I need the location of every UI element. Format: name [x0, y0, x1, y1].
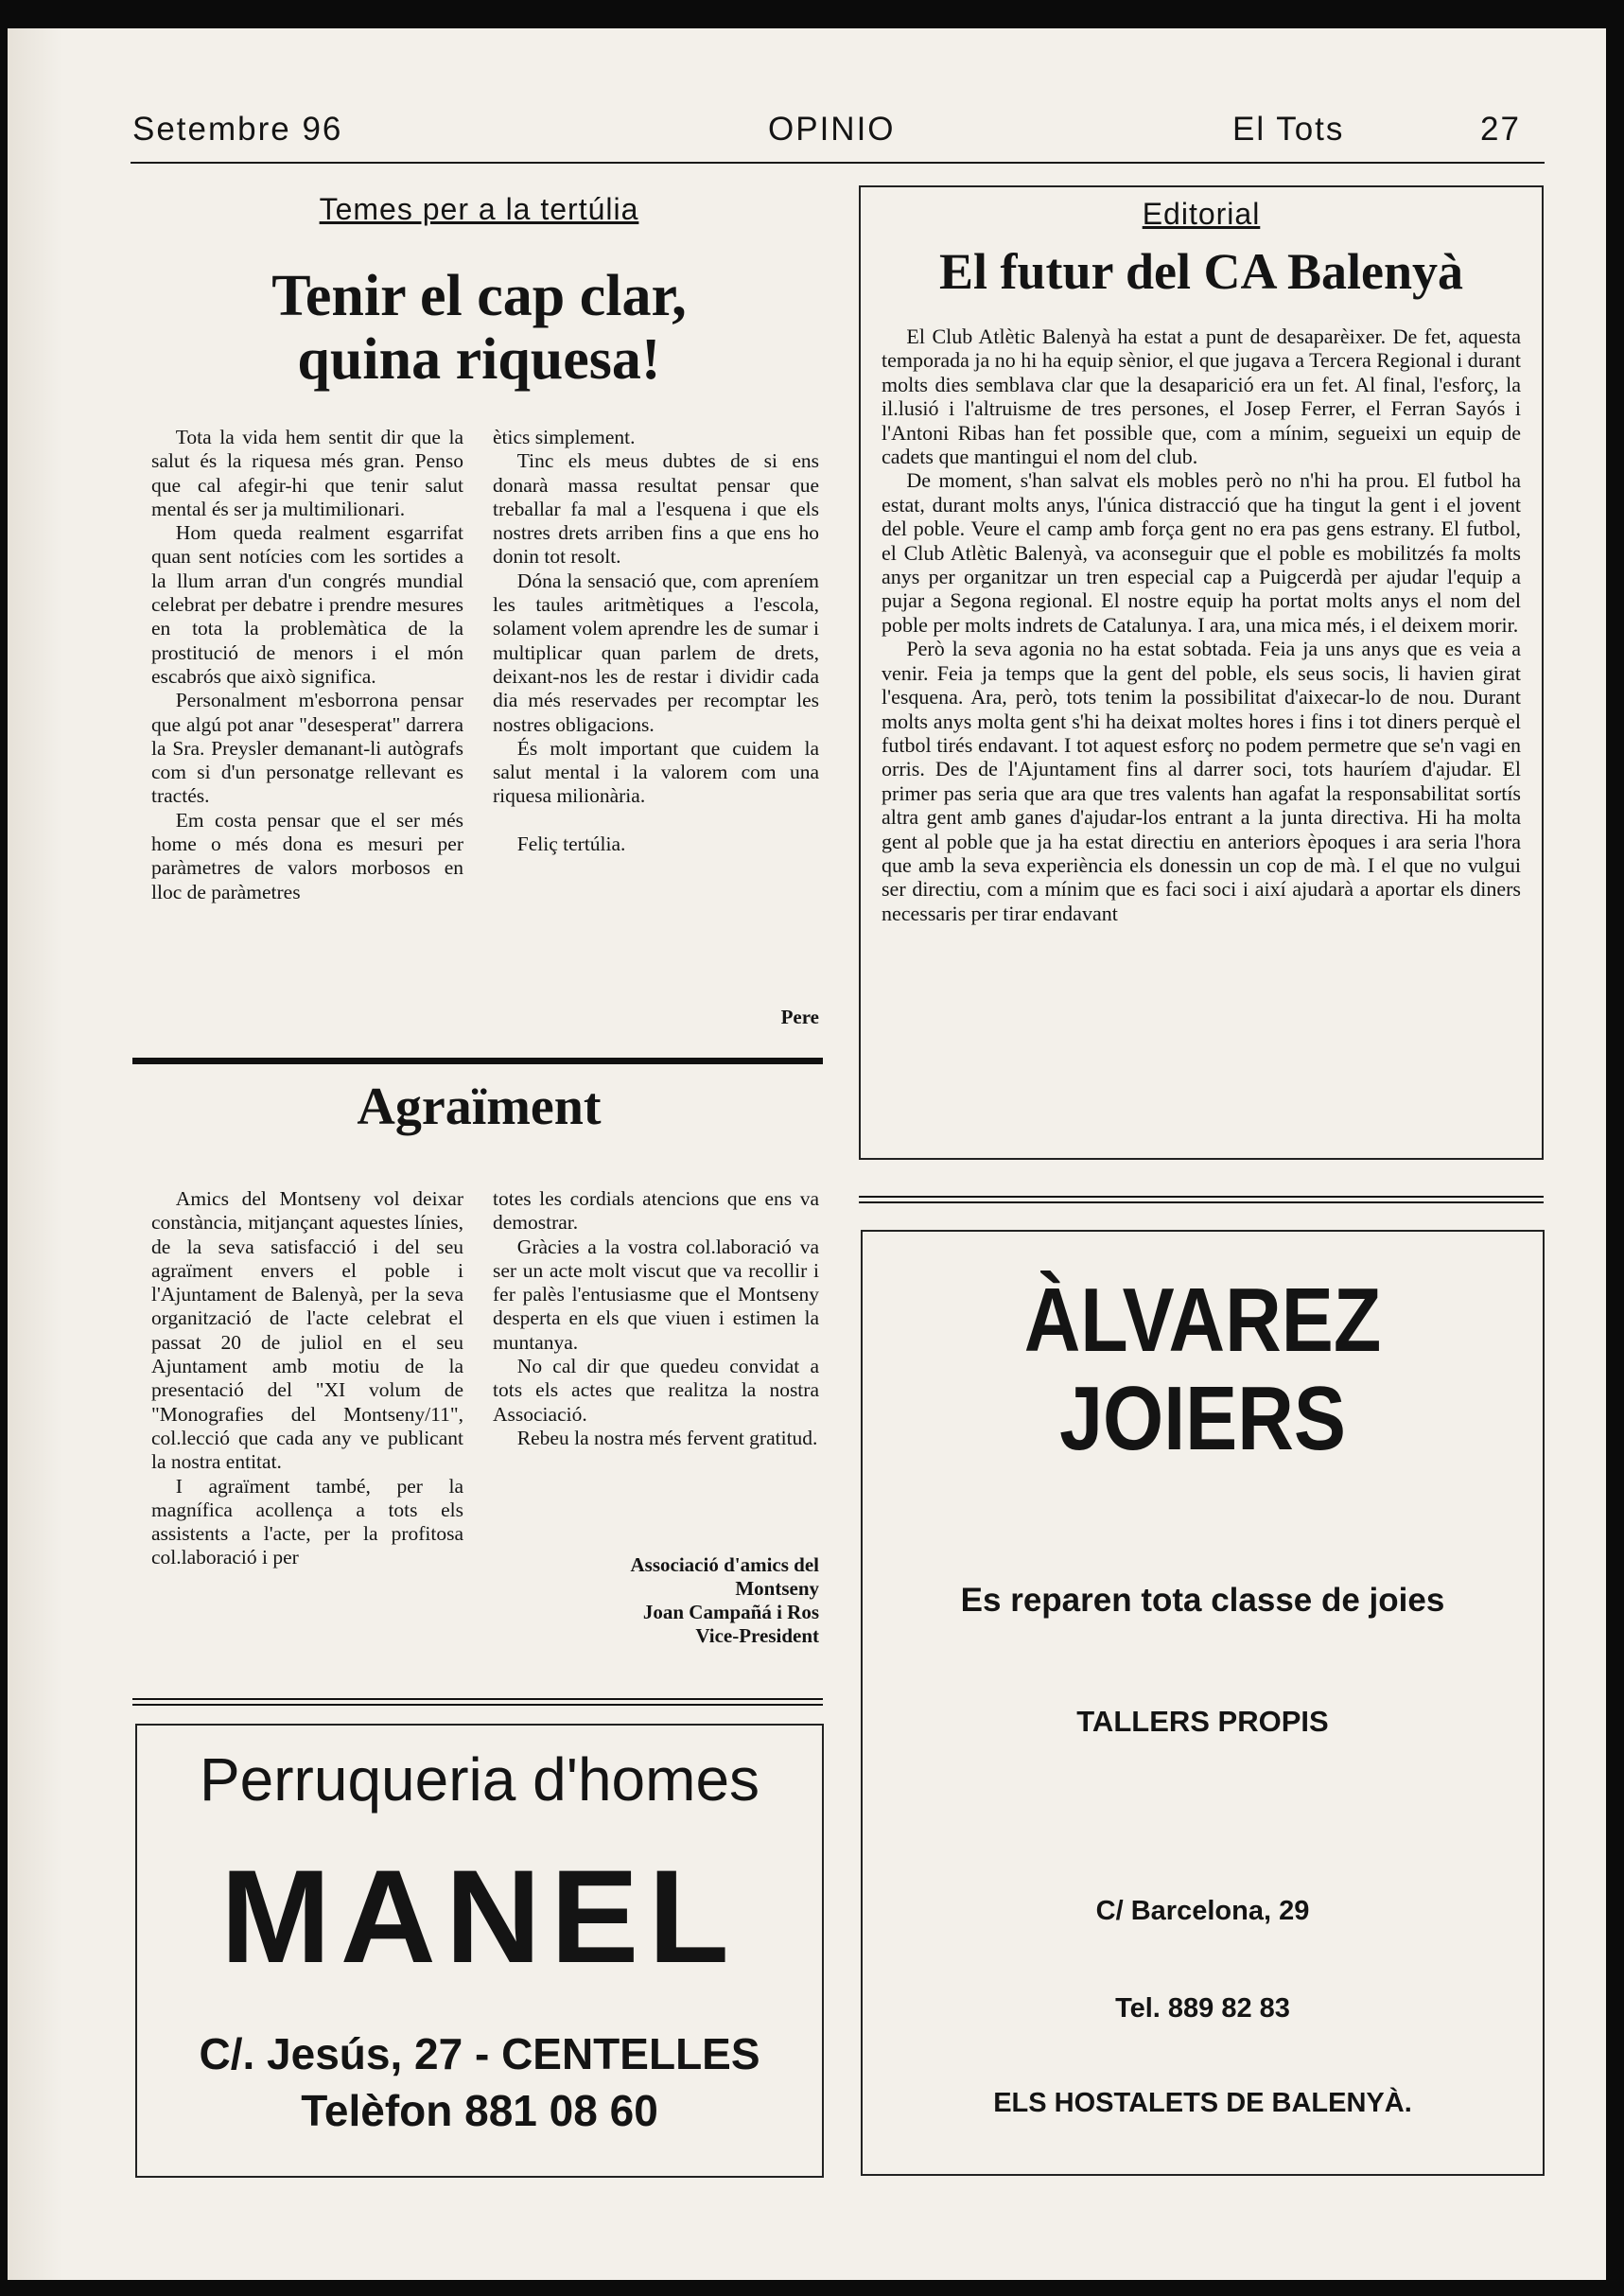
ad-address: C/ Barcelona, 29 — [1095, 1896, 1310, 1926]
header-rule — [131, 162, 1545, 164]
paragraph: Rebeu la nostra més fervent gratitud. — [516, 1426, 818, 1449]
jeweler-name-line-2: JOIERS — [1059, 1367, 1346, 1469]
paragraph: ètics simplement. — [493, 426, 636, 448]
header-section: OPINIO — [768, 111, 896, 148]
editorial-body — [882, 324, 1521, 925]
paragraph: Tota la vida hem sentit dir que la salut és la riquesa més gran. Penso que cal afegir-hi que tenir salut mental és ser ja multimilionari. — [151, 426, 463, 520]
paragraph: Amics del Montseny vol deixar constància, mitjançant aquestes línies, de la seva satisfacció i del seu agraïment envers el poble i l'Ajuntament de Balenyà, per la seva organització de l'acte celebrat el passat 20 de juliol en el seu Ajuntament amb motiu de la presentació del "XI volum de "Monografies del Montseny/11", col.lecció que cada any ve publicant la nostra entitat. — [151, 1187, 463, 1474]
jeweler-name-line-1: ÀLVAREZ — [1023, 1270, 1382, 1371]
ad-business-type: Perruqueria d'homes — [199, 1745, 760, 1814]
ad-divider-right — [859, 1196, 1544, 1203]
article-column-1 — [151, 426, 463, 904]
agraiment-column-1 — [151, 1187, 463, 1570]
ad-perruqueria-manel — [135, 1724, 824, 2178]
paragraph: No cal dir que quedeu convidat a tots els actes que realitza la nostra Associació. — [493, 1355, 819, 1426]
paragraph: Personalment m'esborrona pensar que algú pot anar "desesperat" darrera la Sra. Preysler demanant-li autògrafs com si d'un personatge rellevant es tractés. — [151, 689, 463, 808]
paragraph: És molt important que cuidem la salut mental i la valorem com una riquesa milionària. — [493, 736, 819, 808]
paragraph: De moment, s'han salvat els mobles però no n'hi ha prou. El futbol ha estat, durant molts anys, l'única distracció que ha tingut la gent i el jovent del poble. Veure el camp amb força gent no era pas gens estrany. El futbol, el Club Atlètic Balenyà, va aconseguir que el poble es mobilitzés fa molts anys per organitzar un tren especial cap a Puigcerdà per ajudar l'equip a pujar a Segona regional. El nostre equip ha portat molts anys el nom del poble per molts indrets de Catalunya. I ara, una mica més, i el deixem morir. — [882, 468, 1521, 637]
editorial-box — [859, 185, 1544, 1160]
paragraph: Però la seva agonia no ha estat sobtada. Feia ja uns anys que es veia a venir. Feia ja temps que la gent del poble, els seus socis, li havien girat l'esquena. Ara, però, tots tenim la possibilitat d'aixecar-lo de nou. Durant molts anys molta gent s'hi ha deixat moltes hores i fins i tot diners perquè el futbol tirés endavant. I tot aquest esforç no podem permetre que se'n vagi en orris. Des de l'Ajuntament fins al darrer soci, tots hauríem d'ajudar. El primer pas seria que ara que tres valents han agafat la responsabilitat sortís altra gent amb ganes d'ajudar-los entrant a la junta directiva. Hi ha molta gent al poble que ja ha estat directiu en anteriors èpoques i ara seria l'hora que amb la seva experiència els donessin un cop de mà. I el que no vulgui ser directiu, com a mínim que es faci soci i així ajudarà a aportar els diners necessaris per tirar endavant — [882, 637, 1521, 925]
header-publication: El Tots — [1232, 111, 1345, 148]
agraiment-signature — [493, 1553, 819, 1648]
article-signature: Pere — [780, 1006, 819, 1028]
ad-phone: Tel. 889 82 83 — [1115, 1993, 1290, 2024]
ad-divider — [132, 1698, 823, 1706]
closing-line: Feliç tertúlia. — [516, 832, 626, 855]
ad-phone: Telèfon 881 08 60 — [301, 2086, 658, 2135]
ad-address: C/. Jesús, 27 - CENTELLES — [199, 2029, 760, 2078]
editorial-headline: El futur del CA Balenyà — [938, 243, 1464, 300]
paragraph: El Club Atlètic Balenyà ha estat a punt de desaparèixer. De fet, aquesta temporada ja no hi ha equip sènior, el que jugava a Tercera Regional i durant molts dies semblava clar que la desaparició era un fet. Al final, l'esforç, la il.lusió i l'altruisme de tres persones, el Josep Ferrer, el Ferran Sayós i l'Antoni Ribas han fet possible que, com a mínim, segueixi un equip de cadets que mantingui el nom del club. — [882, 324, 1521, 469]
ad-alvarez-joiers — [861, 1230, 1545, 2176]
editorial-kicker: Editorial — [1142, 197, 1261, 231]
signature-line: Montseny — [735, 1577, 819, 1600]
paragraph: Tinc els meus dubtes de si ens donarà massa resultat pensar que treballar fa mal a l'esquena i que els nostres drets arriben fins a que ens ho donin tot resolt. — [493, 449, 819, 569]
article-kicker: Temes per a la tertúlia — [319, 192, 639, 226]
article-headline — [132, 265, 826, 392]
ad-workshop: TALLERS PROPIS — [1076, 1705, 1329, 1738]
ad-town: ELS HOSTALETS DE BALENYÀ. — [993, 2088, 1412, 2118]
paragraph: totes les cordials atencions que ens va demostrar. — [493, 1187, 819, 1235]
section-divider — [132, 1058, 823, 1064]
paragraph: Gràcies a la vostra col.laboració va ser un acte molt viscut que va recollir i fer palès l'entusiasme que el Montseny desperta en els que viuen i estimen la muntanya. — [493, 1235, 819, 1354]
page-number: 27 — [1480, 111, 1521, 148]
agraiment-column-2 — [493, 1187, 819, 1450]
article-column-2 — [493, 426, 819, 856]
page-gutter — [8, 28, 62, 2280]
signature-line: Vice-President — [695, 1624, 819, 1647]
signature-line: Associació d'amics del — [630, 1553, 819, 1576]
ad-business-name: MANEL — [220, 1842, 739, 1990]
signature-line: Joan Campañá i Ros — [642, 1601, 819, 1623]
ad-tagline: Es reparen tota classe de joies — [960, 1582, 1445, 1619]
agraiment-headline: Agraïment — [357, 1078, 602, 1136]
headline-line-1: Tenir el cap clar, — [271, 264, 687, 328]
ad-jeweler-name — [910, 1271, 1494, 1467]
paragraph: Dóna la sensació que, com apreníem les taules aritmètiques a l'escola, solament volem aprendre les de sumar i multiplicar quan parlem de drets, deixant-nos les de restar i dividir cada dia més reservades per recomptar les nostres obligacions. — [493, 569, 819, 736]
header-date: Setembre 96 — [132, 111, 343, 148]
paragraph: I agraïment també, per la magnífica acollença a tots els assistents a l'acte, per la profitosa col.laboració i per — [151, 1474, 463, 1569]
paragraph: Hom queda realment esgarrifat quan sent notícies com les sortides a la llum arran d'un congrés mundial celebrat per debatre i prendre mesures en tota la problemàtica de la prostitució de menors i el món escabrós que això significa. — [151, 521, 463, 688]
paragraph: Em costa pensar que el ser més home o més dona es mesuri per paràmetres de valors morbosos en lloc de paràmetres — [151, 808, 463, 903]
headline-line-2: quina riquesa! — [297, 326, 661, 392]
